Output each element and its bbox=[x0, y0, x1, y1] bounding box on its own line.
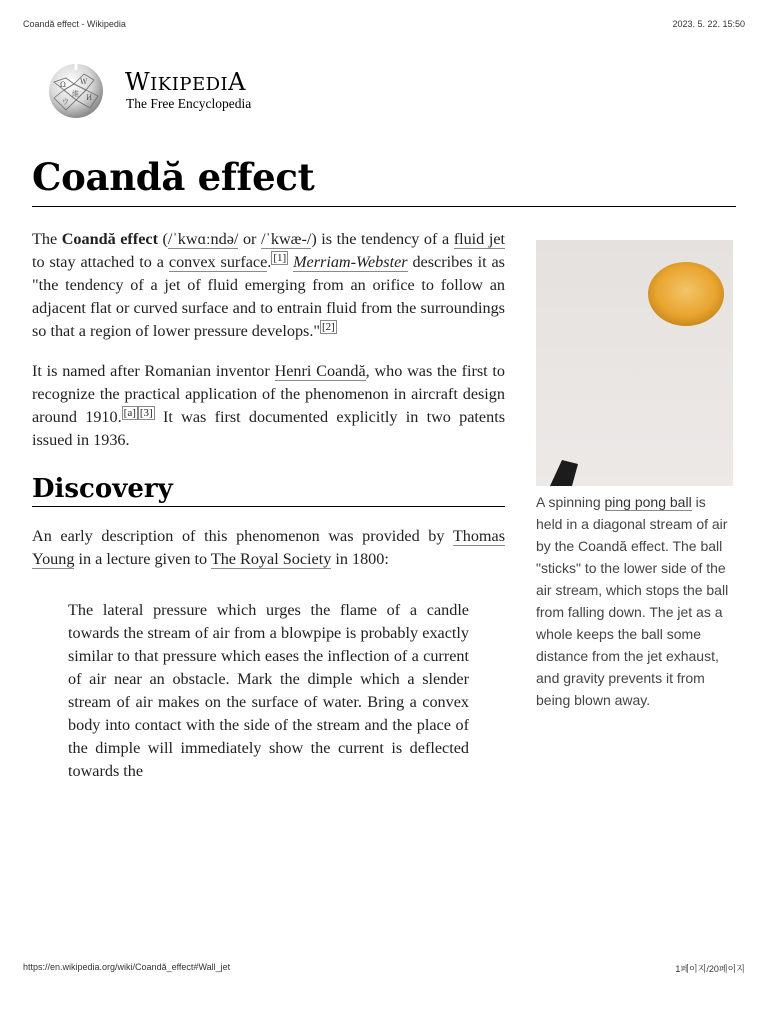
citation-1[interactable] bbox=[271, 251, 288, 265]
wikipedia-wordmark bbox=[125, 68, 246, 96]
article-body bbox=[32, 228, 505, 783]
citation-2[interactable] bbox=[320, 320, 337, 334]
svg-text:ウ: ウ bbox=[62, 98, 69, 106]
text: describes it as "the tendency of a jet of fluid emerging from an orifice to follow an adjacent flat or curved surface and to entrain fluid from the surroundings so that a region of lower pressure develops." bbox=[32, 253, 505, 340]
figure-caption bbox=[536, 491, 733, 711]
discovery-paragraph bbox=[32, 525, 505, 571]
wordmark-mid: IKIPEDI bbox=[150, 74, 229, 95]
title-divider bbox=[32, 206, 736, 207]
print-header bbox=[23, 19, 745, 29]
ipa-link-2[interactable]: /ˈkwæ-/ bbox=[261, 230, 312, 248]
text: The bbox=[32, 230, 62, 248]
ping-pong-ball-image[interactable] bbox=[536, 240, 733, 486]
subject-bold: Coandă effect bbox=[61, 230, 158, 248]
ipa-link-1[interactable]: /ˈkwɑːndə/ bbox=[167, 230, 239, 248]
fluid-jet-link[interactable]: fluid jet bbox=[453, 230, 506, 248]
section-heading-discovery: Discovery bbox=[32, 474, 173, 504]
citation-label: [1] bbox=[273, 251, 287, 264]
intro-paragraph-1 bbox=[32, 228, 505, 343]
text: in a lecture given to bbox=[74, 550, 211, 568]
citation-label: [3] bbox=[139, 406, 153, 419]
svg-text:Ω: Ω bbox=[60, 81, 66, 89]
svg-text:И: И bbox=[86, 94, 93, 102]
text: to stay attached to a bbox=[32, 253, 169, 271]
svg-text:W: W bbox=[80, 78, 88, 86]
text: It was first documented explicitly in two patents issued in 1936. bbox=[32, 408, 505, 449]
wikipedia-tagline: The Free Encyclopedia bbox=[126, 96, 252, 111]
ping-pong-ball bbox=[648, 262, 724, 326]
page-title: Coandă effect bbox=[32, 155, 315, 199]
text: . bbox=[267, 253, 272, 271]
intro-paragraph-2 bbox=[32, 360, 505, 452]
citation-a[interactable] bbox=[122, 406, 138, 420]
wordmark-start: W bbox=[125, 68, 151, 96]
citation-label: [2] bbox=[322, 320, 335, 333]
print-footer bbox=[23, 962, 745, 972]
text: or bbox=[238, 230, 261, 248]
thumbnail-figure bbox=[536, 240, 733, 711]
citation-3[interactable] bbox=[138, 406, 155, 420]
text: ) is the tendency of a bbox=[311, 230, 454, 248]
wikipedia-globe-icon bbox=[46, 60, 106, 120]
caption-text: is held in a diagonal stream of air by the Coandă effect. The ball "sticks" to the lower side of the air stream, which stops the ball from falling down. The jet as a whole keeps the ball some distance from the jet exhaust, and gravity prevents it from being blown away. bbox=[536, 494, 729, 708]
text: It is named after Romanian inventor bbox=[32, 362, 275, 380]
section-divider bbox=[32, 506, 505, 507]
merriam-webster-link[interactable]: Merriam-Webster bbox=[293, 253, 408, 271]
ping-pong-ball-link[interactable]: ping pong ball bbox=[604, 494, 692, 510]
text: An early description of this phenomenon was provided by bbox=[32, 527, 453, 545]
text: ( bbox=[157, 230, 168, 248]
wikipedia-logo[interactable] bbox=[46, 60, 286, 120]
print-header-datetime: 2023. 5. 22. 15:50 bbox=[672, 19, 745, 29]
citation-label: [a] bbox=[123, 406, 136, 419]
text: in 1800: bbox=[331, 550, 389, 568]
convex-surface-link[interactable]: convex surface bbox=[168, 253, 268, 271]
henri-coanda-link[interactable]: Henri Coandă bbox=[274, 362, 366, 380]
text: , who was the first to recognize the practical application of the phenomenon in aircraft design around 1910. bbox=[32, 362, 506, 426]
jet-nozzle bbox=[550, 460, 578, 486]
royal-society-link[interactable]: The Royal Society bbox=[210, 550, 332, 568]
young-quote: The lateral pressure which urges the flame of a candle towards the stream of air from a blowpipe is probably exactly similar to that pressure which eases the inflection of a current of air near an obstacle. Mark the dimple which a slender stream of air makes on the surface of water. Bring a convex body into contact with the side of the stream and the place of the dimple will immediately show the current is deflected towards the bbox=[68, 601, 469, 780]
print-footer-url: https://en.wikipedia.org/wiki/Coandă_effect#Wall_jet bbox=[23, 962, 231, 972]
ping-pong-ball-photo bbox=[536, 240, 733, 486]
wordmark-end: A bbox=[228, 68, 246, 96]
caption-text: A spinning bbox=[536, 494, 605, 510]
thomas-young-link[interactable]: Thomas Young bbox=[32, 527, 505, 568]
print-header-title: Coandă effect - Wikipedia bbox=[23, 19, 126, 29]
svg-text:維: 維 bbox=[72, 90, 79, 98]
print-footer-page: 1페이지/20페이지 bbox=[675, 964, 745, 974]
